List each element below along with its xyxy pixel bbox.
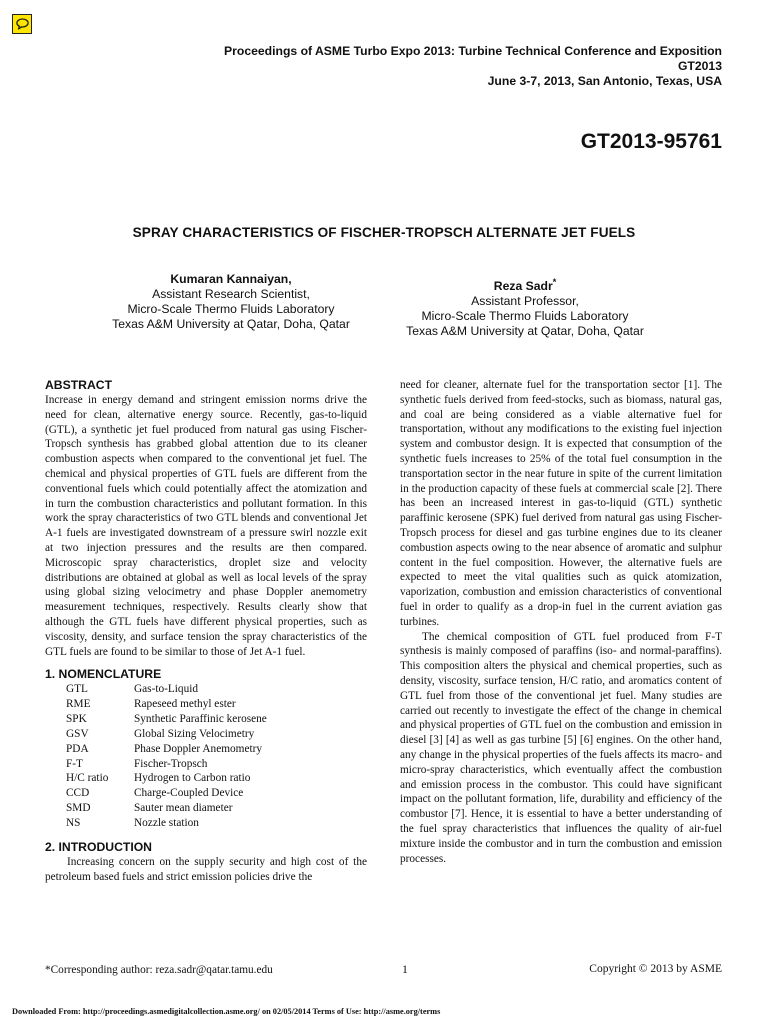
nomenclature-abbr: H/C ratio bbox=[66, 772, 109, 785]
author-affiliation: Texas A&M University at Qatar, Doha, Qatar bbox=[406, 324, 644, 339]
author-block bbox=[394, 275, 656, 339]
nomenclature-heading: 1. NOMENCLATURE bbox=[45, 667, 162, 682]
right-column bbox=[400, 378, 722, 866]
author-lab: Micro-Scale Thermo Fluids Laboratory bbox=[421, 309, 629, 324]
nomenclature-abbr: SPK bbox=[66, 713, 87, 726]
nomenclature-row bbox=[66, 712, 267, 727]
paper-title: SPRAY CHARACTERISTICS OF FISCHER-TROPSCH ALTERNATE JET FUELS bbox=[132, 225, 636, 240]
nomenclature-row bbox=[66, 727, 267, 742]
nomenclature-abbr: CCD bbox=[66, 787, 90, 800]
author-block bbox=[100, 272, 362, 332]
nomenclature-definition: Charge-Coupled Device bbox=[134, 787, 244, 800]
comment-icon[interactable] bbox=[12, 14, 32, 34]
copyright: Copyright © 2013 by ASME bbox=[589, 963, 722, 975]
nomenclature-row bbox=[66, 771, 267, 786]
nomenclature-definition: Gas-to-Liquid bbox=[134, 683, 199, 696]
nomenclature-table bbox=[66, 682, 267, 830]
nomenclature-abbr: GSV bbox=[66, 727, 89, 740]
nomenclature-definition: Global Sizing Velocimetry bbox=[134, 727, 255, 740]
page-number: 1 bbox=[402, 962, 408, 976]
abstract-text: Increase in energy demand and stringent emission norms drive the need for clean, alternative energy source. Recently, gas-to-liquid (GTL), a synthetic jet fuel produced from natural gas using Fischer-Tropsch synthesis has grabbed global attention due to its cleaner combustion aspects when compared to the conventional jet fuel. The chemical and physical properties of GTL fuels are different from the conventional fuels which could potentially affect the atomization and in turn the combustion characteristics and pollutant formation. In this work the spray characteristics of two GTL blends and conventional Jet A-1 fuels are investigated downstream of a pressure swirl nozzle exit at two injection pressures and the results are then compared. Microscopic spray characteristics, droplet size and velocity distributions are obtained at global as well as local levels of the spray using global sizing velocimetry and phase Doppler anemometry measurement techniques, respectively. Results clearly show that although the GTL fuels have different physical properties, such as viscosity, density, and surface tension the spray characteristics of the GTL fuels are found to be similar to those of Jet A-1 fuel. bbox=[45, 394, 367, 658]
nomenclature-row bbox=[66, 801, 267, 816]
nomenclature-definition: Nozzle station bbox=[134, 816, 199, 829]
author-position: Assistant Research Scientist, bbox=[152, 287, 310, 301]
nomenclature-definition: Rapeseed methyl ester bbox=[134, 698, 236, 711]
nomenclature-definition: Sauter mean diameter bbox=[134, 802, 233, 815]
author-name: Reza Sadr* bbox=[493, 277, 557, 294]
nomenclature-abbr: NS bbox=[66, 816, 81, 829]
proceedings-title: Proceedings of ASME Turbo Expo 2013: Turbine Technical Conference and Exposition bbox=[224, 44, 722, 58]
nomenclature-row bbox=[66, 786, 267, 801]
nomenclature-definition: Fischer-Tropsch bbox=[134, 757, 208, 770]
nomenclature-row bbox=[66, 742, 267, 757]
nomenclature-abbr: GTL bbox=[66, 683, 88, 696]
author-affiliation: Texas A&M University at Qatar, Doha, Qatar bbox=[112, 317, 350, 331]
introduction-paragraph: need for cleaner, alternate fuel for the transportation sector [1]. The synthetic fuels derived from feed-stocks, such as biomass, natural gas, and coal are being considered as a viable alternative fuel for transportation, without any modifications to the existing fuel injection system and combustor design. It is expected that consumption of the synthetic fuels increases to 25% of the total fuel consumption in the transportation sector in the near future in spite of the current limitation in the production capacity of these fuels at commercial scale [2]. There has been an increased interest in gas-to-liquid (GTL) synthetic paraffinic kerosene (SPK) fuel derived from natural gas using Fischer-Tropsch process for diesel and gas turbine engines due to its cleaner combustion aspects owing to the near absence of aromatic and sulphur content in the fuel composition. However, the alternative fuels are expected to meet the vital qualities such as quick atomization, vaporization, combustion and emission characteristics of conventional fuel in order to qualify as a drop-in fuel in the current aviation gas turbines. bbox=[400, 379, 722, 628]
nomenclature-row bbox=[66, 697, 267, 712]
conference-date-place: June 3-7, 2013, San Antonio, Texas, USA bbox=[487, 74, 722, 88]
author-lab: Micro-Scale Thermo Fluids Laboratory bbox=[127, 302, 335, 316]
author-position: Assistant Professor, bbox=[471, 294, 579, 309]
conference-code: GT2013 bbox=[677, 59, 722, 73]
nomenclature-abbr: SMD bbox=[66, 802, 91, 815]
nomenclature-definition: Synthetic Paraffinic kerosene bbox=[134, 713, 267, 726]
introduction-paragraph: The chemical composition of GTL fuel produced from F-T synthesis is mainly composed of paraffins (iso- and normal-paraffins). This composition alters the physical and chemical properties, such as density, viscosity, surface tension, H/C ratio, and aromatics content of GTL fuel from those of the conventional jet fuel. Many studies are carried out recently to investigate the effect of the change in chemical and physical properties of GTL fuel on the combustion and emission in diesel [3] [4] as well as gas turbine [5] [6] engines. On the other hand, any change in the physical properties of the fuels affects its macro- and micro-spray characteristics, which eventually affect the combustion and emission process in the combustor. This could have significant impact on the pollutant formation, life, durability and efficiency of the combustor [7]. Hence, it is essential to have a better understanding of the fuel spray characteristics that influences the quality of air-fuel mixture inside the combustor and in turn the combustion and emission processes. bbox=[400, 630, 722, 865]
nomenclature-row bbox=[66, 682, 267, 697]
nomenclature-definition: Phase Doppler Anemometry bbox=[134, 742, 263, 755]
paper-id: GT2013-95761 bbox=[580, 130, 722, 153]
nomenclature-abbr: RME bbox=[66, 698, 91, 711]
nomenclature-abbr: PDA bbox=[66, 742, 89, 755]
nomenclature-row bbox=[66, 816, 267, 831]
corresponding-author-footnote: *Corresponding author: reza.sadr@qatar.tamu.edu bbox=[45, 964, 273, 976]
nomenclature-abbr: F-T bbox=[66, 757, 83, 770]
left-column bbox=[45, 377, 367, 884]
proceedings-header bbox=[224, 44, 722, 89]
download-notice: Downloaded From: http://proceedings.asmedigitalcollection.asme.org/ on 02/05/2014 Terms of Use: http://asme.org/terms bbox=[12, 1007, 441, 1016]
introduction-heading: 2. INTRODUCTION bbox=[45, 839, 152, 854]
introduction-text: Increasing concern on the supply security and high cost of the petroleum based fuels and strict emission policies drive the bbox=[45, 855, 367, 883]
author-name: Kumaran Kannaiyan, bbox=[170, 272, 292, 286]
abstract-heading: ABSTRACT bbox=[45, 378, 113, 392]
nomenclature-row bbox=[66, 757, 267, 772]
nomenclature-definition: Hydrogen to Carbon ratio bbox=[134, 772, 251, 785]
